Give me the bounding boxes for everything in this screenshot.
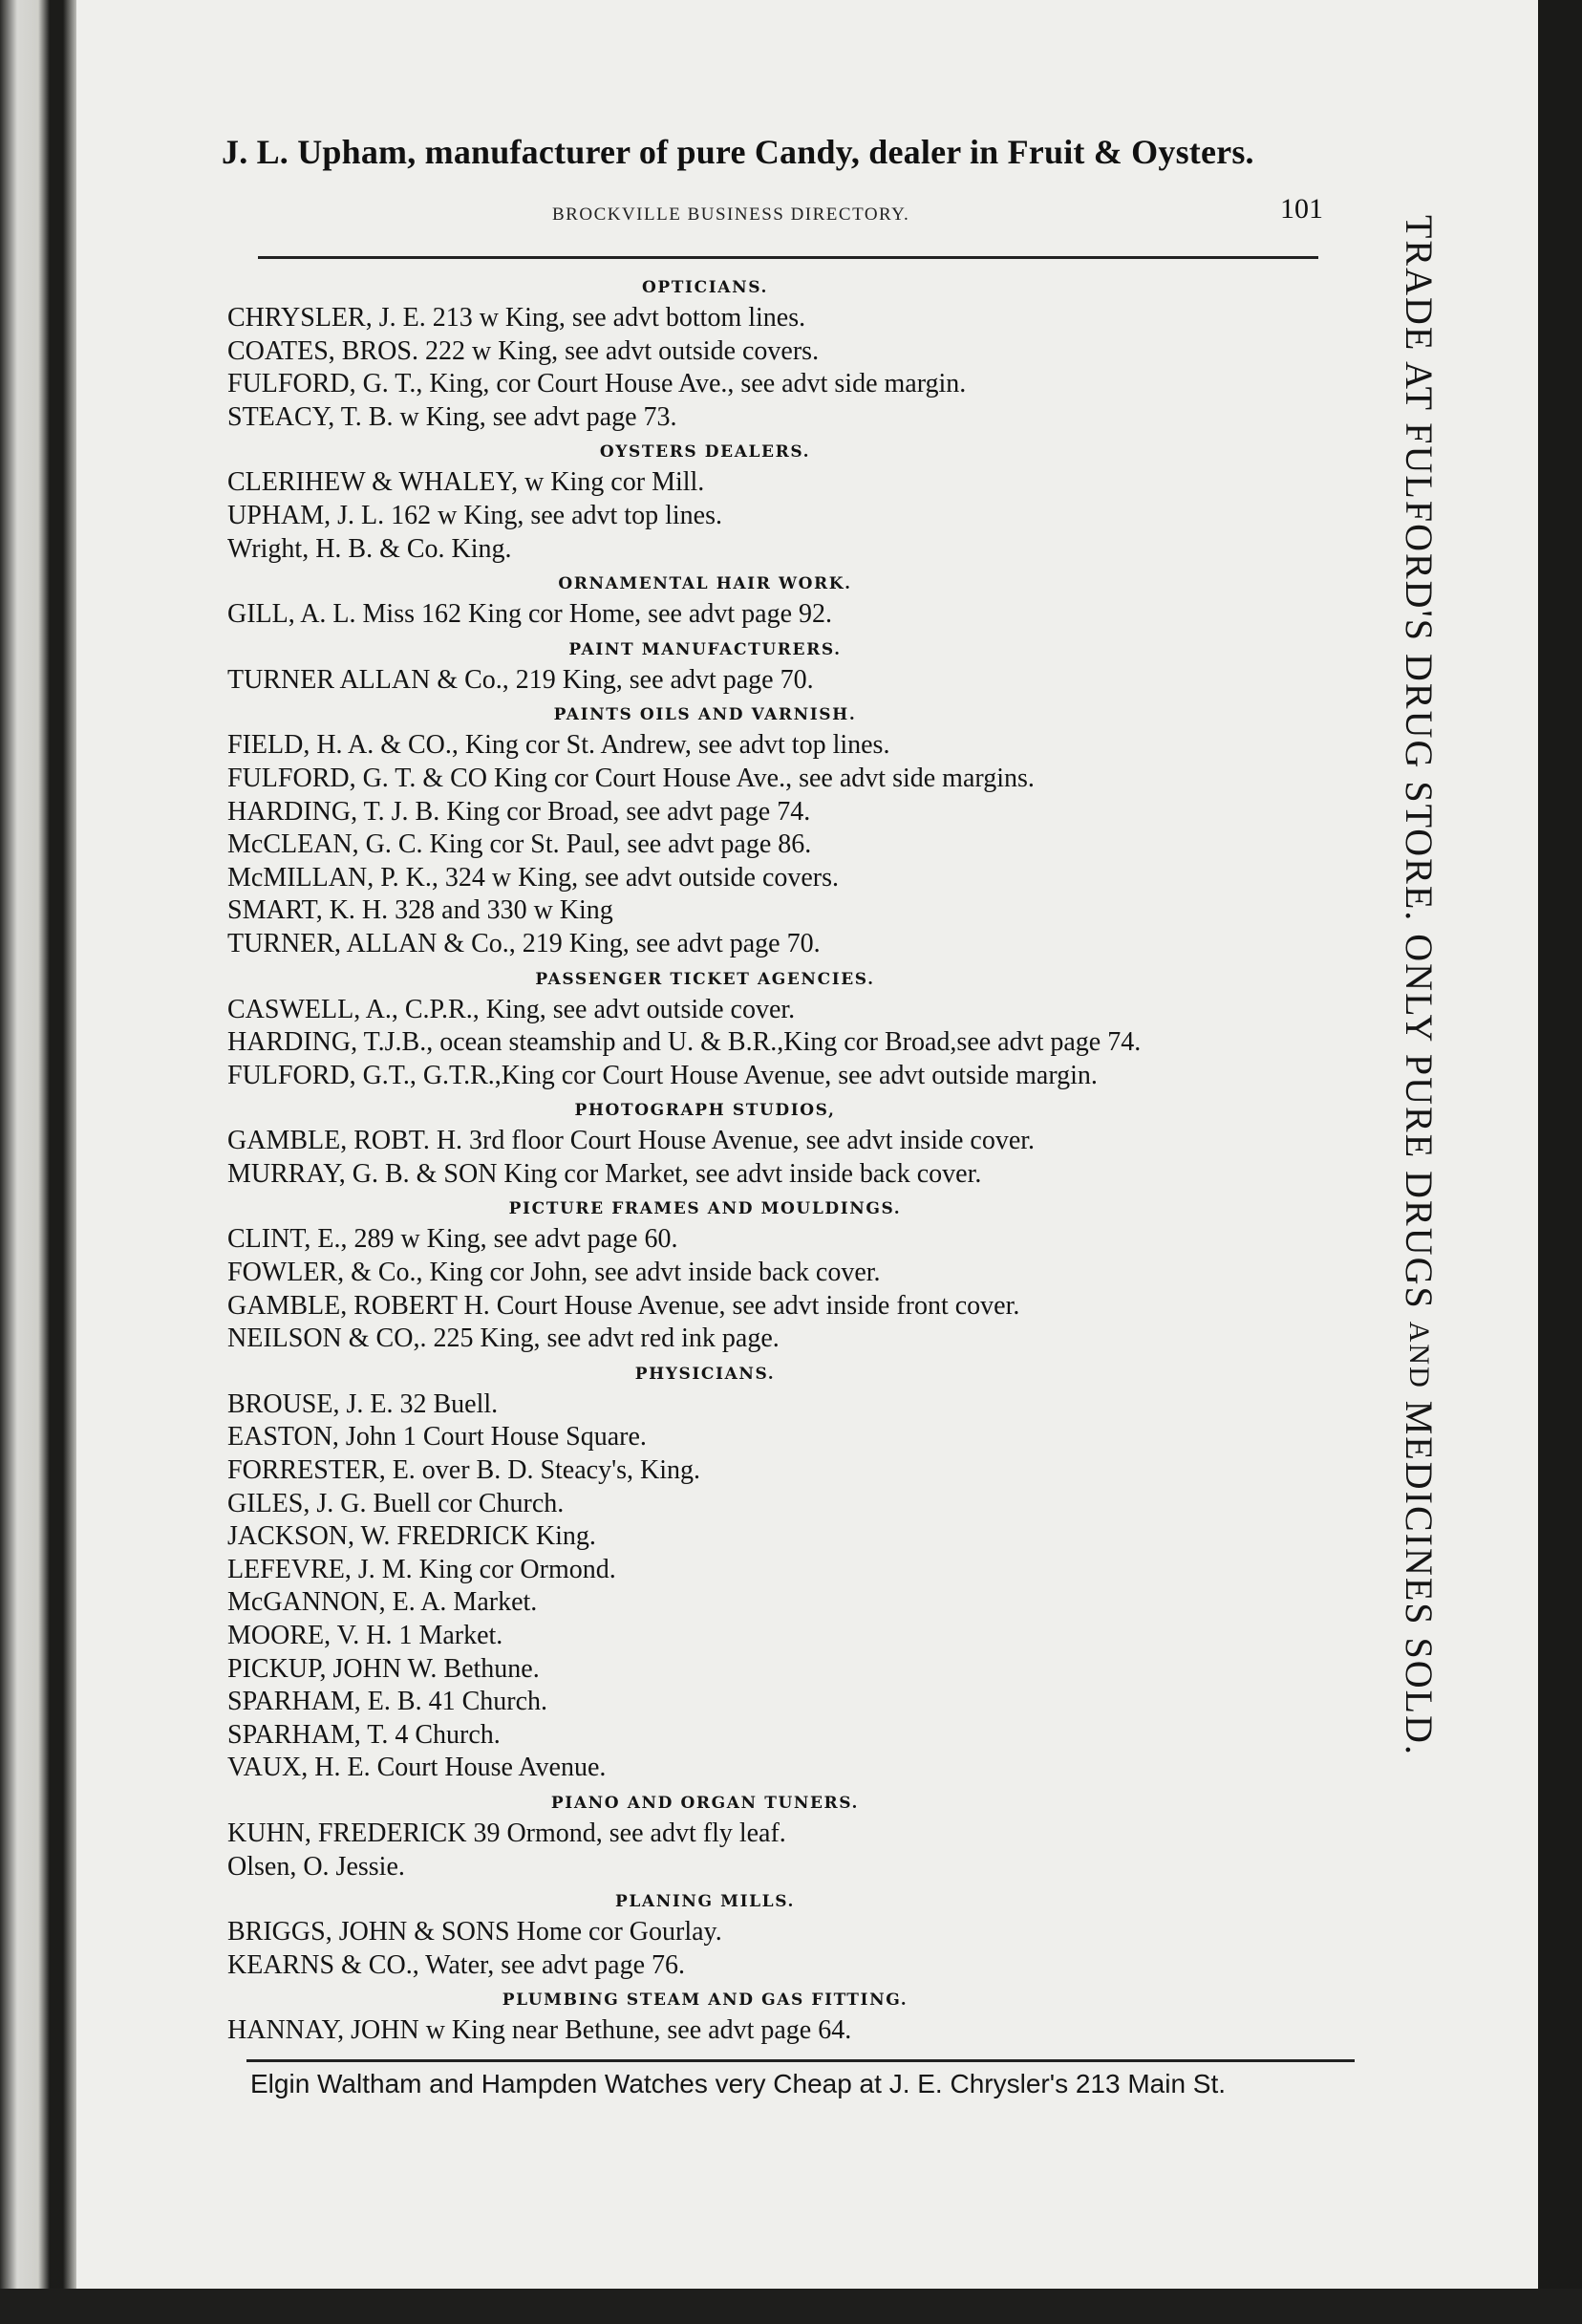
directory-entry: BRIGGS, JOHN & SONS Home cor Gourlay.: [227, 1917, 722, 1947]
section-heading: PASSENGER TICKET AGENCIES.: [535, 969, 875, 989]
directory-entry: CLINT, E., 289 w King, see advt page 60.: [227, 1224, 678, 1255]
directory-entry: COATES, BROS. 222 w King, see advt outside covers.: [227, 335, 820, 366]
directory-entry: McGANNON, E. A. Market.: [227, 1587, 538, 1618]
section-heading: ORNAMENTAL HAIR WORK.: [558, 574, 852, 594]
directory-entry: FULFORD, G. T. & CO King cor Court House Ave., see advt side margins.: [227, 763, 1035, 793]
page-edge-shadow: [1538, 0, 1582, 2324]
directory-entry: McCLEAN, G. C. King cor St. Paul, see advt page 86.: [227, 829, 812, 860]
directory-entry: GILES, J. G. Buell cor Church.: [227, 1488, 565, 1518]
business-listings: [227, 269, 1374, 2048]
directory-entry: HARDING, T.J.B., ocean steamship and U. & B.R.,King cor Broad,see advt page 74.: [227, 1027, 1142, 1058]
directory-entry: EASTON, John 1 Court House Square.: [227, 1422, 647, 1452]
section-heading: PHOTOGRAPH STUDIOS,: [574, 1101, 836, 1121]
running-title: BROCKVILLE BUSINESS DIRECTORY.: [552, 204, 910, 225]
directory-entry: KEARNS & CO., Water, see advt page 76.: [227, 1949, 686, 1980]
directory-entry: FORRESTER, E. over B. D. Steacy's, King.: [227, 1455, 701, 1486]
scan-bottom-border: [0, 2289, 1582, 2324]
directory-entry: SPARHAM, T. 4 Church.: [227, 1719, 501, 1750]
section-heading: PLUMBING STEAM AND GAS FITTING.: [502, 1990, 909, 2011]
directory-entry: CASWELL, A., C.P.R., King, see advt outside cover.: [227, 994, 796, 1024]
directory-entry: McMILLAN, P. K., 324 w King, see advt outside covers.: [227, 862, 840, 893]
directory-entry: NEILSON & CO,. 225 King, see advt red ink page.: [227, 1323, 780, 1354]
section-heading: PLANING MILLS.: [614, 1892, 796, 1912]
header-rule: [258, 256, 1318, 259]
directory-entry: CLERIHEW & WHALEY, w King cor Mill.: [227, 467, 705, 498]
directory-entry: CHRYSLER, J. E. 213 w King, see advt bottom lines.: [227, 303, 806, 333]
section-heading: PIANO AND ORGAN TUNERS.: [550, 1793, 860, 1813]
directory-entry: TURNER ALLAN & Co., 219 King, see advt page 70.: [227, 664, 814, 695]
directory-entry: FOWLER, & Co., King cor John, see advt inside back cover.: [227, 1258, 881, 1288]
directory-entry: GAMBLE, ROBT. H. 3rd floor Court House Avenue, see advt inside cover.: [227, 1126, 1036, 1156]
footer-rule: [246, 2059, 1355, 2062]
directory-entry: HANNAY, JOHN w King near Bethune, see advt page 64.: [227, 2015, 852, 2046]
side-ad-part3: MEDICINES SOLD.: [1398, 1400, 1441, 1756]
directory-entry: FIELD, H. A. & CO., King cor St. Andrew, see advt top lines.: [227, 730, 890, 761]
directory-entry: BROUSE, J. E. 32 Buell.: [227, 1388, 499, 1419]
section-heading: PAINT MANUFACTURERS.: [568, 639, 842, 659]
directory-entry: FULFORD, G.T., G.T.R.,King cor Court House Avenue, see advt outside margin.: [227, 1060, 1098, 1090]
book-gutter: [0, 0, 76, 2324]
directory-entry: GILL, A. L. Miss 162 King cor Home, see advt page 92.: [227, 599, 832, 630]
section-heading: OPTICIANS.: [642, 278, 768, 297]
directory-entry: VAUX, H. E. Court House Avenue.: [227, 1753, 607, 1783]
directory-entry: KUHN, FREDERICK 39 Ormond, see advt fly leaf.: [227, 1818, 786, 1848]
side-ad-part1: TRADE AT FULFORD'S DRUG STORE. ONLY PURE DRUGS: [1398, 215, 1441, 1310]
section-heading: PICTURE FRAMES AND MOULDINGS.: [508, 1199, 902, 1219]
directory-entry: STEACY, T. B. w King, see advt page 73.: [227, 401, 677, 432]
directory-entry: TURNER, ALLAN & Co., 219 King, see advt page 70.: [227, 928, 821, 958]
directory-entry: JACKSON, W. FREDRICK King.: [227, 1521, 596, 1552]
side-ad-part2: AND: [1403, 1321, 1435, 1389]
directory-entry: FULFORD, G. T., King, cor Court House Ave., see advt side margin.: [227, 369, 967, 399]
directory-entry: MURRAY, G. B. & SON King cor Market, see advt inside back cover.: [227, 1158, 982, 1189]
directory-entry: UPHAM, J. L. 162 w King, see advt top lines.: [227, 500, 722, 530]
directory-entry: LEFEVRE, J. M. King cor Ormond.: [227, 1554, 616, 1584]
directory-entry: HARDING, T. J. B. King cor Broad, see advt page 74.: [227, 796, 811, 827]
section-heading: PHYSICIANS.: [634, 1364, 776, 1384]
directory-entry: SMART, K. H. 328 and 330 w King: [227, 895, 613, 926]
side-margin-advertisement: [1397, 215, 1442, 1756]
page-number: 101: [1280, 193, 1323, 225]
directory-entry: Wright, H. B. & Co. King.: [227, 533, 512, 564]
directory-entry: Olsen, O. Jessie.: [227, 1851, 405, 1882]
top-advertisement-banner: J. L. Upham, manufacturer of pure Candy, dealer in Fruit & Oysters.: [222, 133, 1254, 171]
bottom-advertisement-line: Elgin Waltham and Hampden Watches very Cheap at J. E. Chrysler's 213 Main St.: [250, 2069, 1227, 2098]
directory-entry: MOORE, V. H. 1 Market.: [227, 1621, 503, 1650]
section-heading: PAINTS OILS AND VARNISH.: [553, 705, 857, 725]
section-heading: OYSTERS DEALERS.: [599, 442, 811, 463]
directory-entry: SPARHAM, E. B. 41 Church.: [227, 1687, 548, 1717]
directory-entry: PICKUP, JOHN W. Bethune.: [227, 1653, 540, 1684]
directory-entry: GAMBLE, ROBERT H. Court House Avenue, see advt inside front cover.: [227, 1290, 1020, 1321]
